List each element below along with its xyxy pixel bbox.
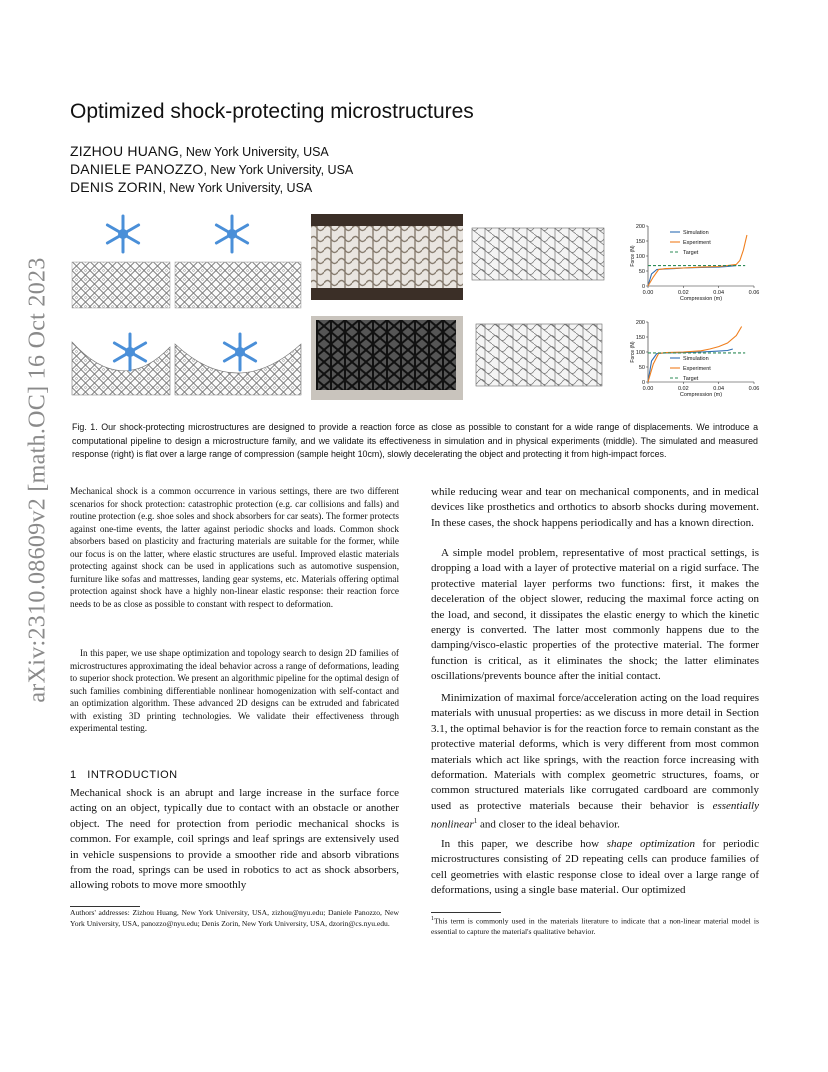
- lattice-panel: [175, 262, 301, 308]
- lattice-panel: [72, 262, 170, 308]
- y-axis-label: Force (N): [630, 245, 636, 267]
- body-paragraph: [431, 691, 759, 833]
- footnote-rule: [70, 906, 140, 907]
- snowflake-icon: [107, 216, 138, 252]
- legend-label: Experiment: [683, 240, 711, 246]
- body-paragraph: while reducing wear and tear on mechanical components, and in medical devices like prosthetics and orthotics to absorb shocks during movement. In these cases, the shock happens periodically and has a known direction.: [431, 486, 759, 529]
- y-tick-label: 50: [638, 269, 645, 275]
- legend-label: Experiment: [683, 366, 711, 372]
- footnote-marker: 1: [473, 817, 478, 826]
- section-title: INTRODUCTION: [87, 769, 178, 781]
- paper-title: Optimized shock-protecting microstructures: [70, 100, 474, 123]
- section-number: 1: [70, 769, 77, 781]
- force-compression-chart-top: [630, 224, 759, 302]
- abstract-paragraph: In this paper, we use shape optimization and topology search to design 2D families of microstructures approximating the ideal behavior across a range of deformations, leading to superior shock protection. We present an algorithmic pipeline for the optimal design of such families combining differentiable nonlinear homogenization with self-contact and an optimization algorithm. These advanced 2D designs can be extruded and fabricated with existing 3D printing technologies. We validate their effectiveness through experimental testing.: [70, 648, 399, 733]
- body-text: and closer to the ideal behavior.: [477, 818, 620, 831]
- x-axis-label: Compression (m): [679, 296, 723, 302]
- y-tick-label: 200: [635, 224, 645, 230]
- arxiv-stamp-text: arXiv:2310.08609v2 [math.OC] 16 Oct 2023: [24, 257, 51, 703]
- author-line: [70, 143, 329, 159]
- arxiv-stamp: [18, 257, 58, 703]
- teaser-figure: [72, 212, 758, 402]
- author-affiliation: , New York University, USA: [203, 163, 354, 177]
- legend-label: Simulation: [683, 230, 709, 236]
- x-axis-label: Compression (m): [679, 392, 723, 398]
- author-line: [70, 179, 312, 195]
- body-text: In this paper, we describe how: [441, 838, 607, 850]
- x-tick-label: 0.04: [713, 290, 725, 296]
- y-tick-label: 150: [635, 335, 645, 341]
- x-tick-label: 0.00: [642, 386, 654, 392]
- body-paragraph: Mechanical shock is an abrupt and large increase in the surface force acting on an object, typically due to contact with an obstacle or another object. The need for protection from periodic mechanical shocks is common. For example, coil springs and leaf springs are extensively used in vehicle suspensions to provide a smoother ride and absorb vibrations from the road, springs can be used in robotics to act as shock absorbers, allowing robots to move more smoothly: [70, 787, 399, 892]
- figure-caption: Fig. 1. Our shock-protecting microstructures are designed to provide a reaction force as close as possible to constant for a wide range of displacements. We introduce a computational pipeline to design a microstructure family, and we validate its effectiveness in simulation and in physical experiments (middle). The simulated and measured response (right) is flat over a large range of compression (sample height 10cm), slowly decelerating the object and protecting it from high-impact forces.: [72, 422, 758, 460]
- emphasis-text: essentially nonlinear: [431, 799, 759, 831]
- body-paragraph: A simple model problem, representative of most practical settings, is dropping a load with a layer of protective material on a rigid surface. The protective material layer performs two functions: first, it makes the deceleration of the object slower, reducing the maximal force acting on the load, and second, it dissipates the elastic energy to which the kinetic energy is converted. The latter most commonly happens due to the damping/visco-elastic properties of the protective material. The former function is critical, as it eliminates the shock; the latter eliminates oscillations/prevents bounce after the initial contact.: [431, 547, 759, 683]
- x-tick-label: 0.02: [677, 290, 689, 296]
- x-tick-label: 0.02: [677, 386, 689, 392]
- body-text: Minimization of maximal force/acceleration acting on the load requires materials with unusual properties: as we discuss in more detail in Section 3.1, the optimal behavior is for the reaction force to remain constant as the protective material deforms, which is very different from most common materials which act like springs, with the reaction force increasing with deformation. Materials with complex geometric structures, foams, or common structured materials like corrugated cardboard are commonly used as protective materials because their behavior is: [431, 692, 759, 812]
- snowflake-icon: [114, 334, 145, 370]
- emphasis-text: shape optimization: [606, 838, 695, 850]
- y-tick-label: 100: [635, 254, 645, 260]
- footnote-marker: 1: [431, 916, 434, 922]
- snowflake-icon: [216, 216, 247, 252]
- series-line-experiment: [648, 327, 742, 383]
- legend-label: Simulation: [683, 356, 709, 362]
- author-affiliation: , New York University, USA: [178, 145, 329, 159]
- body-paragraph: [431, 837, 759, 899]
- x-tick-label: 0.04: [713, 386, 725, 392]
- section-heading: [70, 769, 178, 781]
- author-name: DENIS ZORIN: [70, 179, 163, 195]
- x-tick-label: 0.06: [748, 386, 760, 392]
- author-name: ZIZHOU HUANG: [70, 143, 179, 159]
- author-affiliation: , New York University, USA: [162, 181, 313, 195]
- footnote: [431, 914, 759, 938]
- y-tick-label: 0: [641, 284, 645, 290]
- legend-label: Target: [683, 376, 699, 382]
- y-tick-label: 150: [635, 239, 645, 245]
- x-tick-label: 0.06: [748, 290, 760, 296]
- x-tick-label: 0.00: [642, 290, 654, 296]
- y-tick-label: 100: [635, 350, 645, 356]
- legend-label: Target: [683, 250, 699, 256]
- force-compression-chart-bottom: [630, 320, 759, 398]
- y-tick-label: 50: [638, 365, 645, 371]
- y-axis-label: Force (N): [630, 341, 636, 363]
- abstract-paragraph: Mechanical shock is a common occurrence in various settings, there are two different scenarios for shock protection: catastrophic protection (e.g. car collisions and falls) and routine protection (e.g. shoe soles and shock absorbers for car seats). The former protects against one-time events, the latter against periodic shocks and loads. Common shock absorbers based on plasticity and fracturing materials are suitable for the former, while our focus is on the latter, where elastic structures are useful. Improved elastic materials protecting against shock can be used in applications such as automotive suspension, furniture like sofas and mattresses, landing gear systems, etc. Materials offering optimal protection against shock have a highly non-linear elastic response: their reaction force needs to be as close as possible to constant with respect to deformation.: [70, 486, 399, 609]
- y-tick-label: 0: [641, 380, 645, 386]
- authors-addresses: Authors' addresses: Zizhou Huang, New York University, USA, zizhou@nyu.edu; Daniele Panozzo, New York University, USA, panozzo@nyu.edu; Denis Zorin, New York University, USA, dzorin@cs.nyu.edu.: [70, 908, 399, 928]
- author-line: [70, 161, 353, 177]
- footnote-rule: [431, 912, 501, 913]
- lattice-panel-deformed: [72, 342, 170, 395]
- snowflake-icon: [224, 334, 255, 370]
- y-tick-label: 200: [635, 320, 645, 326]
- body-text: for periodic microstructures consisting of 2D repeating cells can produce families of cell geometries with elastic response close to ideal over a large range of deformations, using a single base material. Our optimized: [431, 838, 759, 897]
- author-name: DANIELE PANOZZO: [70, 161, 204, 177]
- footnote-text: This term is commonly used in the materials literature to indicate that a non-linear material model is essential to capture the material's qualitative behavior.: [431, 916, 759, 937]
